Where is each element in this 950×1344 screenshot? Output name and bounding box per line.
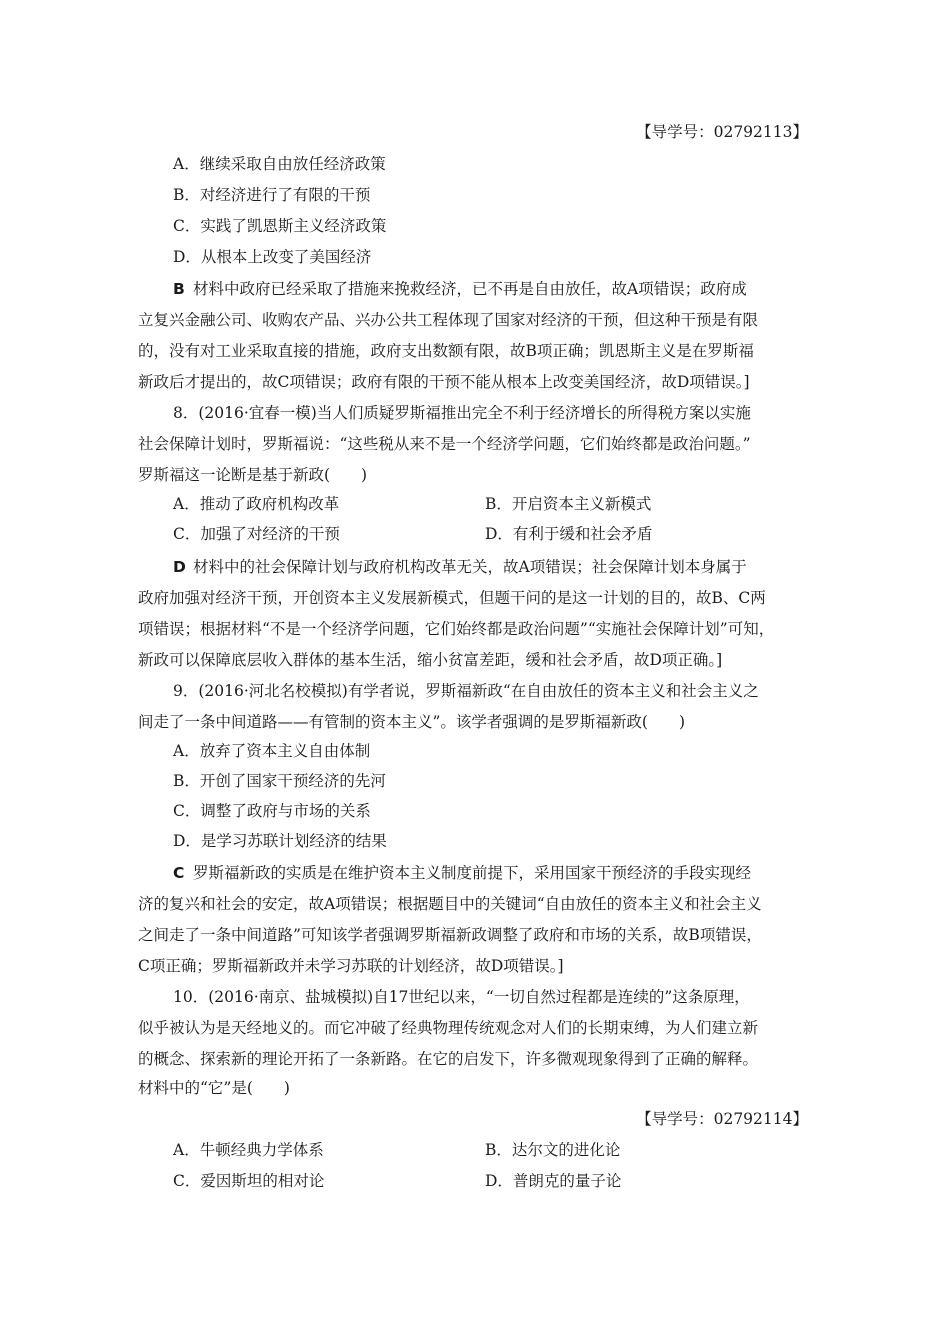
option-c: C．实践了凯恩斯主义经济政策 (173, 217, 387, 235)
question-stem: 罗斯福这一论断是基于新政( ) (138, 466, 368, 484)
guide-number: 【导学号：02792113】 (636, 123, 808, 141)
answer-explanation-line: 的，没有对工业采取直接的措施，政府支出数额有限，故B项正确；凯恩斯主义是在罗斯福 (138, 342, 754, 360)
guide-number: 【导学号：02792114】 (636, 1110, 808, 1128)
option-a: A．继续采取自由放任经济政策 (173, 155, 386, 173)
option-a: A．推动了政府机构改革 (173, 495, 340, 513)
option-b: B．开创了国家干预经济的先河 (173, 772, 386, 790)
answer-letter: C (173, 864, 185, 882)
option-d: D．普朗克的量子论 (485, 1172, 622, 1190)
answer-explanation-line: C项正确；罗斯福新政并未学习苏联的计划经济，故D项错误。] (138, 957, 564, 975)
answer-explanation-line: B 材料中政府已经采取了措施来挽救经济，已不再是自由放任，故A项错误；政府成 (173, 280, 747, 298)
option-d: D．从根本上改变了美国经济 (173, 248, 372, 266)
option-a: A．牛顿经典力学体系 (173, 1141, 324, 1159)
question-stem: 似乎被认为是天经地义的。而它冲破了经典物理传统观念对人们的长期束缚，为人们建立新 (138, 1019, 759, 1037)
option-d: D．有利于缓和社会矛盾 (485, 525, 653, 543)
answer-explanation-line: 政府加强对经济干预，开创资本主义发展新模式，但题干问的是这一计划的目的，故B、C两 (138, 589, 766, 607)
answer-letter: B (173, 280, 185, 298)
option-a: A．放弃了资本主义自由体制 (173, 742, 371, 760)
option-d: D．是学习苏联计划经济的结果 (173, 832, 387, 850)
answer-explanation-line: 济的复兴和社会的安定，故A项错误；根据题目中的关键词“自由放任的资本主义和社会主义 (138, 895, 762, 913)
answer-explanation-line: 新政后才提出的，故C项错误；政府有限的干预不能从根本上改变美国经济，故D项错误。] (138, 373, 750, 391)
answer-explanation-line: 新政可以保障底层收入群体的基本生活，缩小贫富差距，缓和社会矛盾，故D项正确。] (138, 651, 723, 669)
answer-explanation-line: 之间走了一条中间道路”可知该学者强调罗斯福新政调整了政府和市场的关系，故B项错误， (138, 926, 762, 944)
option-b: B．达尔文的进化论 (485, 1141, 621, 1159)
question-stem: 的概念、探索新的理论开拓了一条新路。在它的启发下，许多微观现象得到了正确的解释。 (138, 1050, 759, 1068)
answer-explanation-line: 项错误；根据材料“不是一个经济学问题，它们始终都是政治问题”“实施社会保障计划”可知， (138, 620, 775, 638)
option-b: B．对经济进行了有限的干预 (173, 186, 371, 204)
option-b: B．开启资本主义新模式 (485, 495, 652, 513)
question-stem: 材料中的“它”是( ) (138, 1079, 290, 1097)
answer-letter: D (173, 558, 186, 576)
question-stem: 8．(2016·宜春一模)当人们质疑罗斯福推出完全不利于经济增长的所得税方案以实施 (173, 404, 751, 422)
question-stem: 社会保障计划时，罗斯福说：“这些税从来不是一个经济学问题，它们始终都是政治问题。” (138, 435, 751, 453)
option-c: C．调整了政府与市场的关系 (173, 802, 371, 820)
question-stem: 9．(2016·河北名校模拟)有学者说，罗斯福新政“在自由放任的资本主义和社会主义之 (173, 682, 759, 700)
option-c: C．爱因斯坦的相对论 (173, 1172, 325, 1190)
question-stem: 间走了一条中间道路——有管制的资本主义”。该学者强调的是罗斯福新政( ) (138, 713, 686, 731)
answer-explanation-line: C 罗斯福新政的实质是在维护资本主义制度前提下，采用国家干预经济的手段实现经 (173, 864, 752, 882)
answer-explanation-line: D 材料中的社会保障计划与政府机构改革无关，故A项错误；社会保障计划本身属于 (173, 558, 747, 576)
answer-explanation-line: 立复兴金融公司、收购农产品、兴办公共工程体现了国家对经济的干预，但这种干预是有限 (138, 311, 759, 329)
question-stem: 10．(2016·南京、盐城模拟)自17世纪以来，“一切自然过程都是连续的”这条原理， (173, 988, 750, 1006)
option-c: C．加强了对经济的干预 (173, 525, 340, 543)
